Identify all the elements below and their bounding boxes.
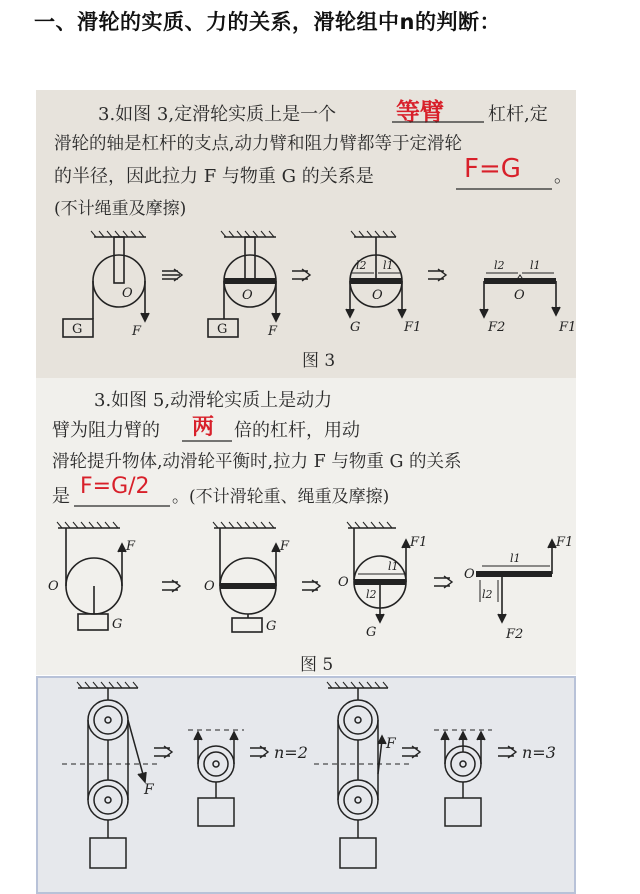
movable-line3: 滑轮提升物体,动滑轮平衡时,拉力 F 与物重 G 的关系 [52, 452, 462, 472]
fixed-line3a: 的半径，因此拉力 F 与物重 G 的关系是 [54, 166, 374, 187]
d1-g-label: G [72, 322, 83, 337]
pulley-block-diagrams [38, 678, 574, 892]
d4-o-label: O [514, 288, 525, 303]
pulley-block-b [314, 682, 410, 868]
fixed-pulley-diagram-3 [346, 231, 406, 317]
pulley-block-a-simplified [188, 730, 244, 826]
arrow-2-3 [292, 269, 310, 281]
pulley-block-photo [36, 676, 576, 894]
page-heading: 一、滑轮的实质、力的关系，滑轮组中n的判断： [34, 10, 501, 34]
d3-g-label: G [350, 320, 361, 335]
arrow-m2-3 [302, 580, 320, 592]
movable-pulley-photo [36, 378, 576, 675]
arrow-n2 [250, 746, 268, 758]
fixed-line2: 滑轮的轴是杠杆的支点,动力臂和阻力臂都等于定滑轮 [54, 134, 463, 154]
fixed-line1a: 3.如图 3,定滑轮实质上是一个 [98, 104, 337, 125]
arrow-3-4 [428, 269, 446, 281]
movable-line4a: 是 [52, 486, 70, 507]
movable-line2a: 臂为阻力臂的 [52, 420, 160, 441]
figure3-caption: 图 3 [302, 351, 336, 371]
n-equals-2: n=2 [274, 743, 308, 762]
movable-line1: 3.如图 5,动滑轮实质上是动力 [94, 390, 333, 411]
m4-f1-label: F1 [556, 535, 574, 550]
movable-answer-two: 两 [192, 415, 215, 440]
d4-l1-label: l1 [530, 259, 541, 272]
pulley-block-b-simplified [434, 730, 492, 826]
movable-pulley-diagram-3 [347, 522, 410, 622]
m3-o-label: O [338, 575, 349, 590]
m3-l1-label: l1 [388, 560, 399, 573]
d2-o-label: O [242, 288, 253, 303]
pulley-block-a [62, 682, 158, 868]
d1-f-label: F [132, 324, 142, 339]
m4-l1-label: l1 [510, 552, 521, 565]
m2-f-label: F [280, 539, 290, 554]
answer2-underline [456, 187, 552, 191]
m4-o-label: O [464, 567, 475, 582]
d4-f2-label: F2 [488, 320, 506, 335]
movable-answer-f-eq-g-half: F=G/2 [80, 474, 150, 499]
answer1-underline [392, 120, 484, 124]
m3-f1-label: F1 [410, 535, 428, 550]
d3-f1-label: F1 [404, 320, 422, 335]
fixed-line3b: 。 [554, 166, 572, 187]
movable-pulley-diagram-2 [213, 522, 280, 632]
fixed-answer-f-eq-g: F=G [464, 154, 521, 184]
m4-l2-label: l2 [482, 588, 493, 601]
fixed-pulley-diagrams [36, 225, 576, 345]
d4-f1-label: F1 [559, 320, 576, 335]
m1-o-label: O [48, 579, 59, 594]
answer3-underline [182, 439, 232, 443]
d3-l2-label: l2 [356, 259, 367, 272]
arrow-m3-4 [434, 576, 452, 588]
m2-g-label: G [266, 619, 277, 634]
figure5-caption: 图 5 [300, 655, 334, 675]
movable-line4b: 。(不计滑轮重、绳重及摩擦) [172, 487, 390, 507]
d1-o-label: O [122, 286, 133, 301]
m1-g-label: G [112, 617, 123, 632]
answer4-underline [74, 504, 170, 508]
d3-o-label: O [372, 288, 383, 303]
fixed-line4: (不计绳重及摩擦) [54, 199, 187, 219]
d3-l1-label: l1 [383, 259, 394, 272]
d4-l2-label: l2 [494, 259, 505, 272]
arrow-n3 [498, 746, 516, 758]
m2-o-label: O [204, 579, 215, 594]
fixed-pulley-photo [36, 90, 576, 378]
movable-pulley-diagrams [36, 518, 576, 648]
arrow-1-2 [162, 269, 182, 281]
movable-pulley-diagram-1 [57, 522, 126, 630]
arrow-block-a [154, 746, 172, 758]
d2-g-label: G [217, 322, 228, 337]
m3-g-label: G [366, 625, 377, 640]
fixed-line1b: 杠杆,定 [488, 104, 548, 125]
arrow-m1-2 [162, 580, 180, 592]
block-b-f-label: F [386, 736, 396, 752]
n-equals-3: n=3 [522, 743, 556, 762]
m1-f-label: F [126, 539, 136, 554]
movable-line2b: 倍的杠杆，用动 [234, 420, 360, 441]
m3-l2-label: l2 [366, 588, 377, 601]
block-a-f-label: F [144, 782, 154, 798]
arrow-block-b [402, 746, 420, 758]
m4-f2-label: F2 [506, 627, 524, 642]
fixed-answer-equal-arm: 等臂 [396, 98, 444, 126]
d2-f-label: F [268, 324, 278, 339]
